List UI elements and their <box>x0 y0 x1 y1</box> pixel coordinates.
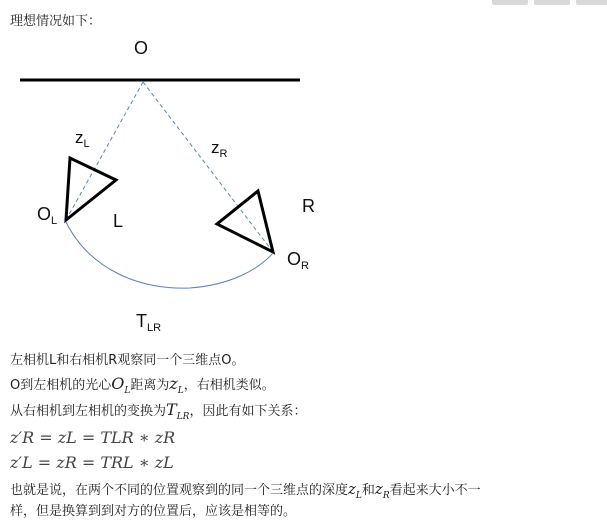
equation-2: z′L = zR = TRL ∗ zL <box>10 453 174 472</box>
paragraph-line-2: O到左相机的光心$O_L$距离为$z_L$，右相机类似。 <box>10 374 275 397</box>
left-camera-triangle <box>66 158 116 220</box>
label-OR: $O_R$ <box>287 249 309 272</box>
stereo-camera-diagram <box>0 30 330 340</box>
equation-1: z′R = zL = TLR ∗ zR <box>10 428 176 447</box>
right-camera-triangle <box>217 191 273 252</box>
label-zR: $z_R$ <box>211 138 228 160</box>
paragraph-line-1: 左相机L和右相机R观察同一个三维点O。 <box>10 353 245 368</box>
transform-arc <box>66 222 273 288</box>
ray-left <box>66 82 143 220</box>
toolbar-tab-2[interactable] <box>534 0 570 5</box>
label-zL: $z_L$ <box>75 128 90 150</box>
paragraph-line-3: 从右相机到左相机的变换为$T_{LR}$，因此有如下关系： <box>10 400 307 423</box>
toolbar-tab-3[interactable] <box>576 0 607 5</box>
toolbar-tab-1[interactable] <box>492 0 528 5</box>
label-point-O: O <box>134 38 149 58</box>
ray-right <box>143 82 273 252</box>
label-L: L <box>113 211 124 231</box>
paragraph-line-5: 样，但是换算到到对方的位置后，应该是相等的。 <box>10 504 297 519</box>
paragraph-line-4: 也就是说，在两个不同的位置观察到的同一个三维点的深度$z_L$和$z_R$看起来大小不一 <box>10 480 481 501</box>
intro-text: 理想情况如下： <box>10 14 102 29</box>
label-TLR: $T_{LR}$ <box>136 311 162 334</box>
label-R: R <box>302 196 315 216</box>
label-OL: $O_L$ <box>37 204 58 227</box>
